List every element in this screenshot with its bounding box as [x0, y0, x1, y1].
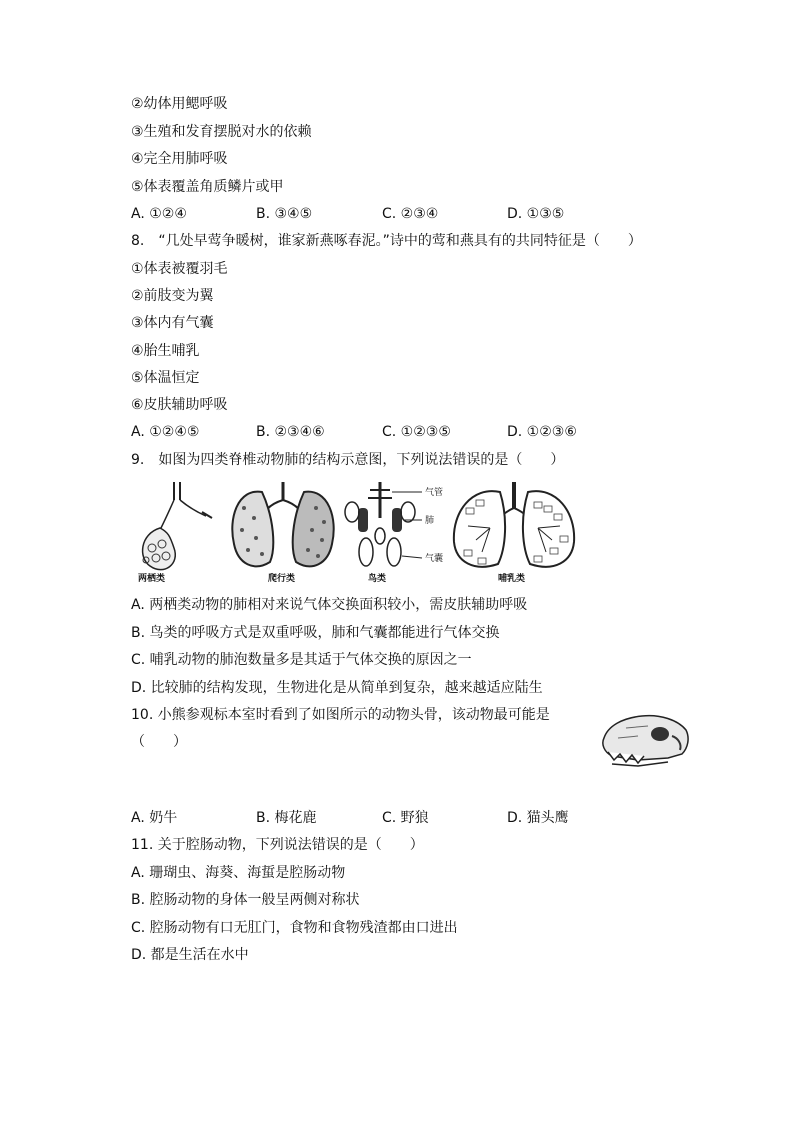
q11-option-d: D. 都是生活在水中 — [131, 947, 249, 963]
mammal-lung-diagram — [454, 482, 574, 584]
q9-option-d: D. 比较肺的结构发现，生物进化是从简单到复杂，越来越适应陆生 — [131, 680, 543, 696]
q8-item-2: ②前肢变为翼 — [131, 288, 214, 304]
label-mammal: 哺乳类 — [498, 574, 526, 584]
label-bird: 鸟类 — [368, 574, 387, 584]
label-reptile: 爬行类 — [268, 574, 296, 584]
q7-option-c: C. ②③④ — [382, 206, 439, 222]
q10-option-a: A. 奶牛 — [131, 810, 178, 826]
q10-stem: 10. 小熊参观标本室时看到了如图所示的动物头骨，该动物最可能是 — [131, 707, 550, 723]
bird-lung-diagram — [345, 482, 443, 584]
q7-item-4: ④完全用肺呼吸 — [131, 151, 228, 167]
q10-option-c: C. 野狼 — [382, 810, 429, 826]
q11-stem: 11. 关于腔肠动物，下列说法错误的是（ ） — [131, 837, 424, 853]
q8-option-d: D. ①②③⑥ — [507, 424, 577, 440]
q7-option-a: A. ①②④ — [131, 206, 187, 222]
q7-option-b: B. ③④⑤ — [256, 206, 313, 222]
q10-option-d: D. 猫头鹰 — [507, 810, 569, 826]
q8-option-b: B. ②③④⑥ — [256, 424, 325, 440]
q7-item-3: ③生殖和发育摆脱对水的依赖 — [131, 124, 312, 140]
q9-stem: 9. 如图为四类脊椎动物肺的结构示意图，下列说法错误的是（ ） — [131, 452, 565, 468]
label-amphibian: 两栖类 — [138, 574, 166, 584]
q8-stem: 8. “几处早莺争暖树，谁家新燕啄春泥。”诗中的莺和燕具有的共同特征是（ ） — [131, 233, 642, 249]
label-lung: 肺 — [425, 516, 435, 526]
reptile-lung-diagram — [232, 482, 333, 584]
q8-item-4: ④胎生哺乳 — [131, 343, 200, 359]
label-trachea: 气管 — [425, 488, 444, 498]
q7-item-5: ⑤体表覆盖角质鳞片或甲 — [131, 179, 284, 195]
amphibian-lung-diagram — [138, 482, 212, 584]
q7-item-2: ②幼体用鳃呼吸 — [131, 96, 228, 112]
q10-blank: （ ） — [131, 734, 187, 750]
q8-option-c: C. ①②③⑤ — [382, 424, 451, 440]
q8-item-3: ③体内有气囊 — [131, 315, 214, 331]
q11-option-a: A. 珊瑚虫、海葵、海蜇是腔肠动物 — [131, 865, 346, 881]
q10-option-b: B. 梅花鹿 — [256, 810, 317, 826]
q11-option-b: B. 腔肠动物的身体一般呈两侧对称状 — [131, 892, 360, 908]
q7-option-d: D. ①③⑤ — [507, 206, 565, 222]
q8-option-a: A. ①②④⑤ — [131, 424, 200, 440]
animal-skull-figure — [598, 708, 694, 770]
label-air-sac: 气囊 — [425, 554, 444, 564]
q11-option-c: C. 腔肠动物有口无肛门，食物和食物残渣都由口进出 — [131, 920, 458, 936]
q8-item-6: ⑥皮肤辅助呼吸 — [131, 397, 228, 413]
q8-item-5: ⑤体温恒定 — [131, 370, 200, 386]
q9-option-b: B. 鸟类的呼吸方式是双重呼吸，肺和气囊都能进行气体交换 — [131, 625, 500, 641]
lung-structure-figure — [130, 478, 590, 588]
q9-option-c: C. 哺乳动物的肺泡数量多是其适于气体交换的原因之一 — [131, 652, 472, 668]
q8-item-1: ①体表被覆羽毛 — [131, 261, 228, 277]
q9-option-a: A. 两栖类动物的肺相对来说气体交换面积较小，需皮肤辅助呼吸 — [131, 597, 528, 613]
